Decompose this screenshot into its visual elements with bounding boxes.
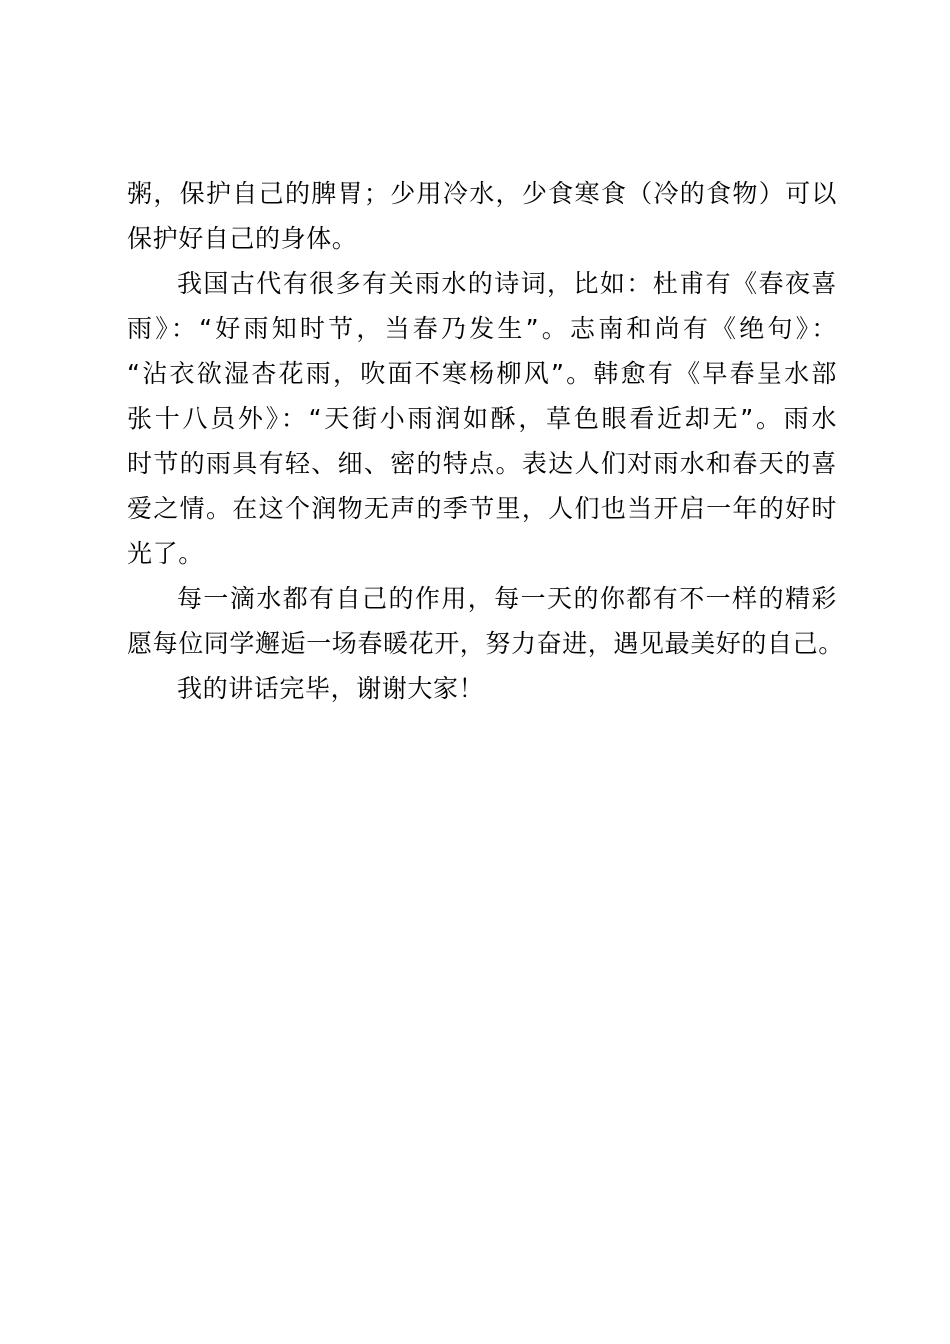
paragraph-start-line: 我国古代有很多有关雨水的诗词，比如：杜甫有《春夜喜 [177,269,837,298]
paragraph-start-line: 我的讲话完毕，谢谢大家！ [177,674,485,703]
text-line: 爱之情。在这个润物无声的季节里，人们也当开启一年的好时 [127,494,837,523]
document-body [127,171,844,711]
text-line: “沾衣欲湿杏花雨，吹面不寒杨柳风”。韩愈有《早春呈水部 [127,359,837,388]
text-line: 张十八员外》：“天街小雨润如酥，草色眼看近却无”。雨水 [127,404,837,433]
text-line: 愿每位同学邂逅一场春暖花开，努力奋进，遇见最美好的自己。 [127,629,844,658]
paragraph-start-line: 每一滴水都有自己的作用，每一天的你都有不一样的精彩 [177,584,837,613]
text-line: 粥，保护自己的脾胃；少用冷水，少食寒食（冷的食物）可以 [127,179,837,208]
text-line: 雨》：“好雨知时节，当春乃发生”。志南和尚有《绝句》： [127,314,837,343]
text-line: 时节的雨具有轻、细、密的特点。表达人们对雨水和春天的喜 [127,449,837,478]
text-line: 保护好自己的身体。 [127,224,358,253]
text-line: 光了。 [127,539,204,568]
